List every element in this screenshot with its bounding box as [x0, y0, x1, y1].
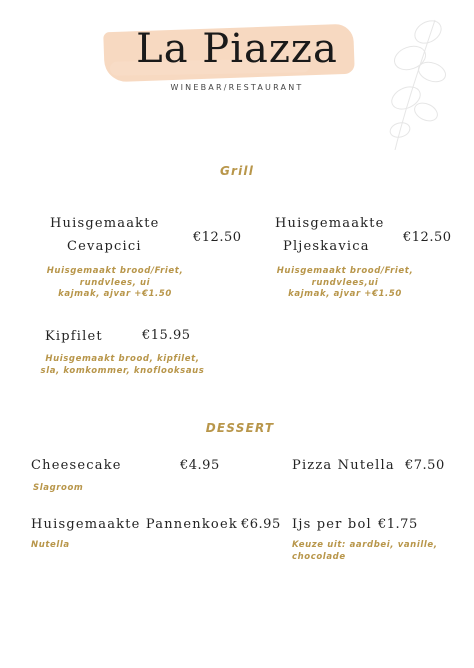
- menu-item-name: Ijs per bol: [292, 517, 372, 532]
- menu-item-name: Huisgemaakte: [50, 216, 160, 231]
- section-heading-grill: Grill: [219, 164, 255, 178]
- menu-item-description: Slagroom: [33, 483, 84, 493]
- restaurant-subtitle: WINEBAR/RESTAURANT: [170, 83, 304, 92]
- menu-item-description: Huisgemaakt brood/Friet, rundvlees, ui kajmak, ajvar +€1.50: [46, 266, 184, 299]
- menu-item-description: Huisgemaakt brood, kipfilet, sla, komkommer, knoflooksaus: [40, 354, 205, 376]
- menu-item-name-line2: Pljeskavica: [283, 239, 370, 254]
- menu-item-price: €6.95: [241, 517, 281, 532]
- menu-item-price: €12.50: [193, 230, 242, 245]
- leaf-branch-icon: [380, 10, 450, 150]
- menu-item-price: €15.95: [142, 328, 191, 343]
- menu-item-name: Huisgemaakte Pannenkoek: [31, 517, 238, 532]
- menu-item-name-line2: Cevapcici: [67, 239, 142, 254]
- menu-item-name: Kipfilet: [45, 329, 103, 344]
- restaurant-title: La Piazza: [136, 26, 338, 72]
- menu-item-description: Huisgemaakt brood/Friet, rundvlees,ui kajmak, ajvar +€1.50: [276, 266, 414, 299]
- menu-item-description: Nutella: [31, 540, 70, 550]
- menu-item-price: €4.95: [180, 458, 220, 473]
- menu-item-name: Huisgemaakte: [275, 216, 385, 231]
- menu-item-price: €12.50: [403, 230, 452, 245]
- menu-item-description: Keuze uit: aardbei, vanille, chocolade: [292, 540, 438, 562]
- menu-item-price: €1.75: [378, 517, 418, 532]
- menu-item-price: €7.50: [405, 458, 445, 473]
- menu-item-name: Pizza Nutella: [292, 458, 395, 473]
- section-heading-dessert: DESSERT: [205, 421, 275, 435]
- menu-item-name: Cheesecake: [31, 458, 122, 473]
